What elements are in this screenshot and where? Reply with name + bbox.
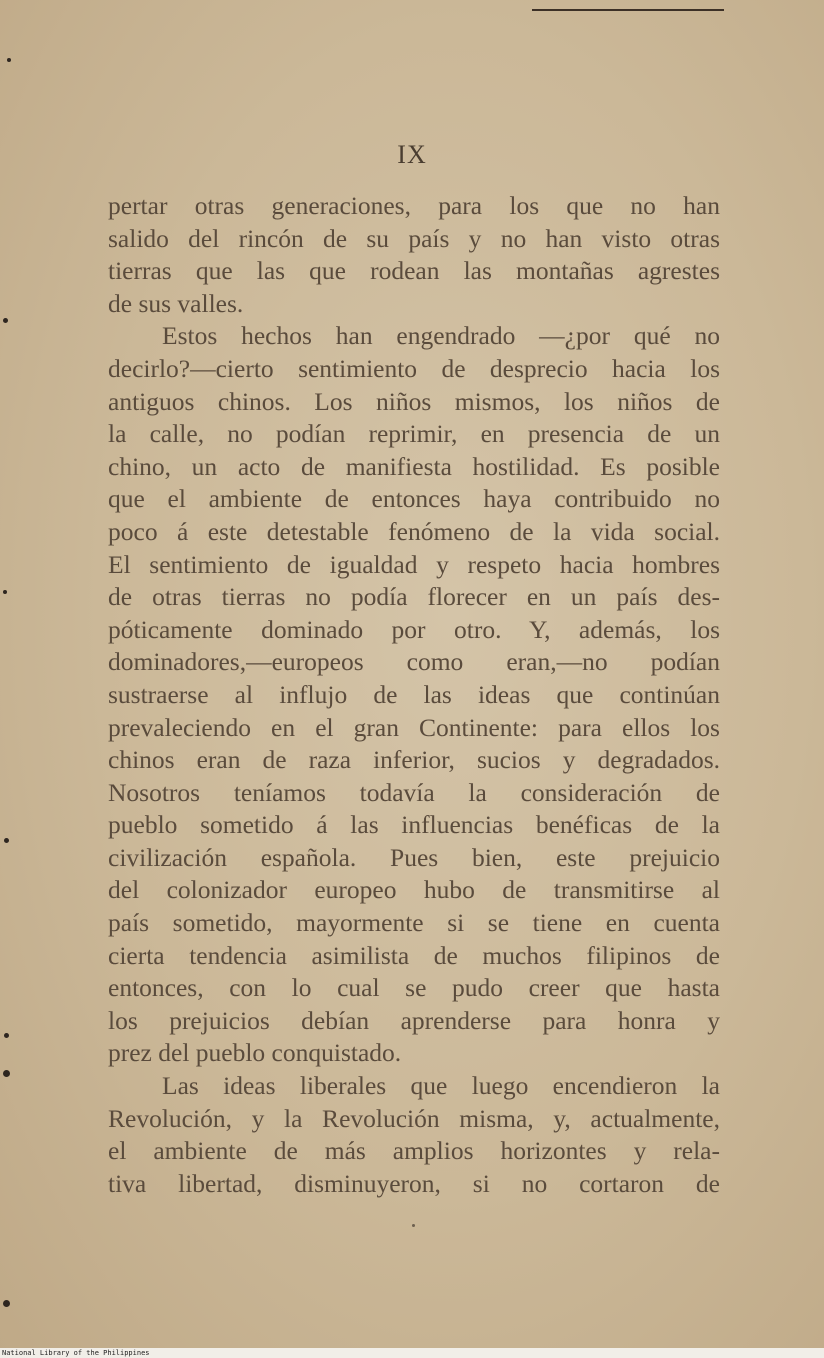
text-line: el ambiente de más amplios horizontes y rela- [108, 1136, 720, 1166]
text-line: tiva libertad, disminuyeron, si no cortaron de [108, 1168, 720, 1198]
text-line: Revolución, y la Revolución misma, y, actualmente, [108, 1103, 720, 1133]
scan-speck [7, 58, 11, 62]
text-line: civilización española. Pues bien, este prejuicio [108, 842, 720, 872]
text-line: país sometido, mayormente si se tiene en cuenta [108, 908, 720, 938]
text-line: sustraerse al influjo de las ideas que continúan [108, 679, 720, 709]
text-line: cierta tendencia asimilista de muchos filipinos de [108, 940, 720, 970]
scan-speck [412, 1224, 415, 1227]
text-line: Las ideas liberales que luego encendieron la [162, 1071, 720, 1101]
scan-speck [4, 1033, 9, 1038]
page-number: IX [397, 140, 427, 169]
text-line: antiguos chinos. Los niños mismos, los niños de [108, 386, 720, 416]
text-line: Estos hechos han engendrado —¿por qué no [162, 321, 720, 351]
scan-speck [4, 838, 9, 843]
text-line: Nosotros teníamos todavía la consideración de [108, 777, 720, 807]
text-line: que el ambiente de entonces haya contribuido no [108, 484, 720, 514]
text-line: prevaleciendo en el gran Continente: para ellos los [108, 712, 720, 742]
text-line: prez del pueblo conquistado. [108, 1038, 402, 1068]
text-line: chino, un acto de manifiesta hostilidad. Es posible [108, 451, 720, 481]
text-line: tierras que las que rodean las montañas agrestes [108, 256, 720, 286]
text-line: póticamente dominado por otro. Y, además, los [108, 614, 720, 644]
library-credit: National Library of the Philippines [2, 1349, 150, 1357]
scan-speck [3, 1300, 10, 1307]
text-line: pueblo sometido á las influencias benéficas de la [108, 810, 720, 840]
scan-speck [3, 590, 7, 594]
scan-speck [3, 318, 8, 323]
text-line: de otras tierras no podía florecer en un país des- [108, 582, 720, 612]
text-line: El sentimiento de igualdad y respeto hacia hombres [108, 549, 720, 579]
text-line: la calle, no podían reprimir, en presencia de un [108, 419, 720, 449]
text-line: chinos eran de raza inferior, sucios y degradados. [108, 745, 720, 775]
text-line: salido del rincón de su país y no han visto otras [108, 223, 720, 253]
text-line: de sus valles. [108, 288, 244, 318]
text-line: los prejuicios debían aprenderse para honra y [108, 1005, 720, 1035]
body-text [108, 190, 720, 1200]
text-line: pertar otras generaciones, para los que no han [108, 191, 720, 220]
scan-speck [3, 1070, 10, 1077]
text-line: poco á este detestable fenómeno de la vida social. [108, 516, 720, 546]
top-rule [532, 9, 724, 11]
text-line: decirlo?—cierto sentimiento de desprecio hacia los [108, 353, 720, 383]
text-line: entonces, con lo cual se pudo creer que hasta [108, 973, 720, 1003]
text-line: del colonizador europeo hubo de transmitirse al [108, 875, 720, 905]
text-line: dominadores,—europeos como eran,—no podían [108, 647, 720, 677]
